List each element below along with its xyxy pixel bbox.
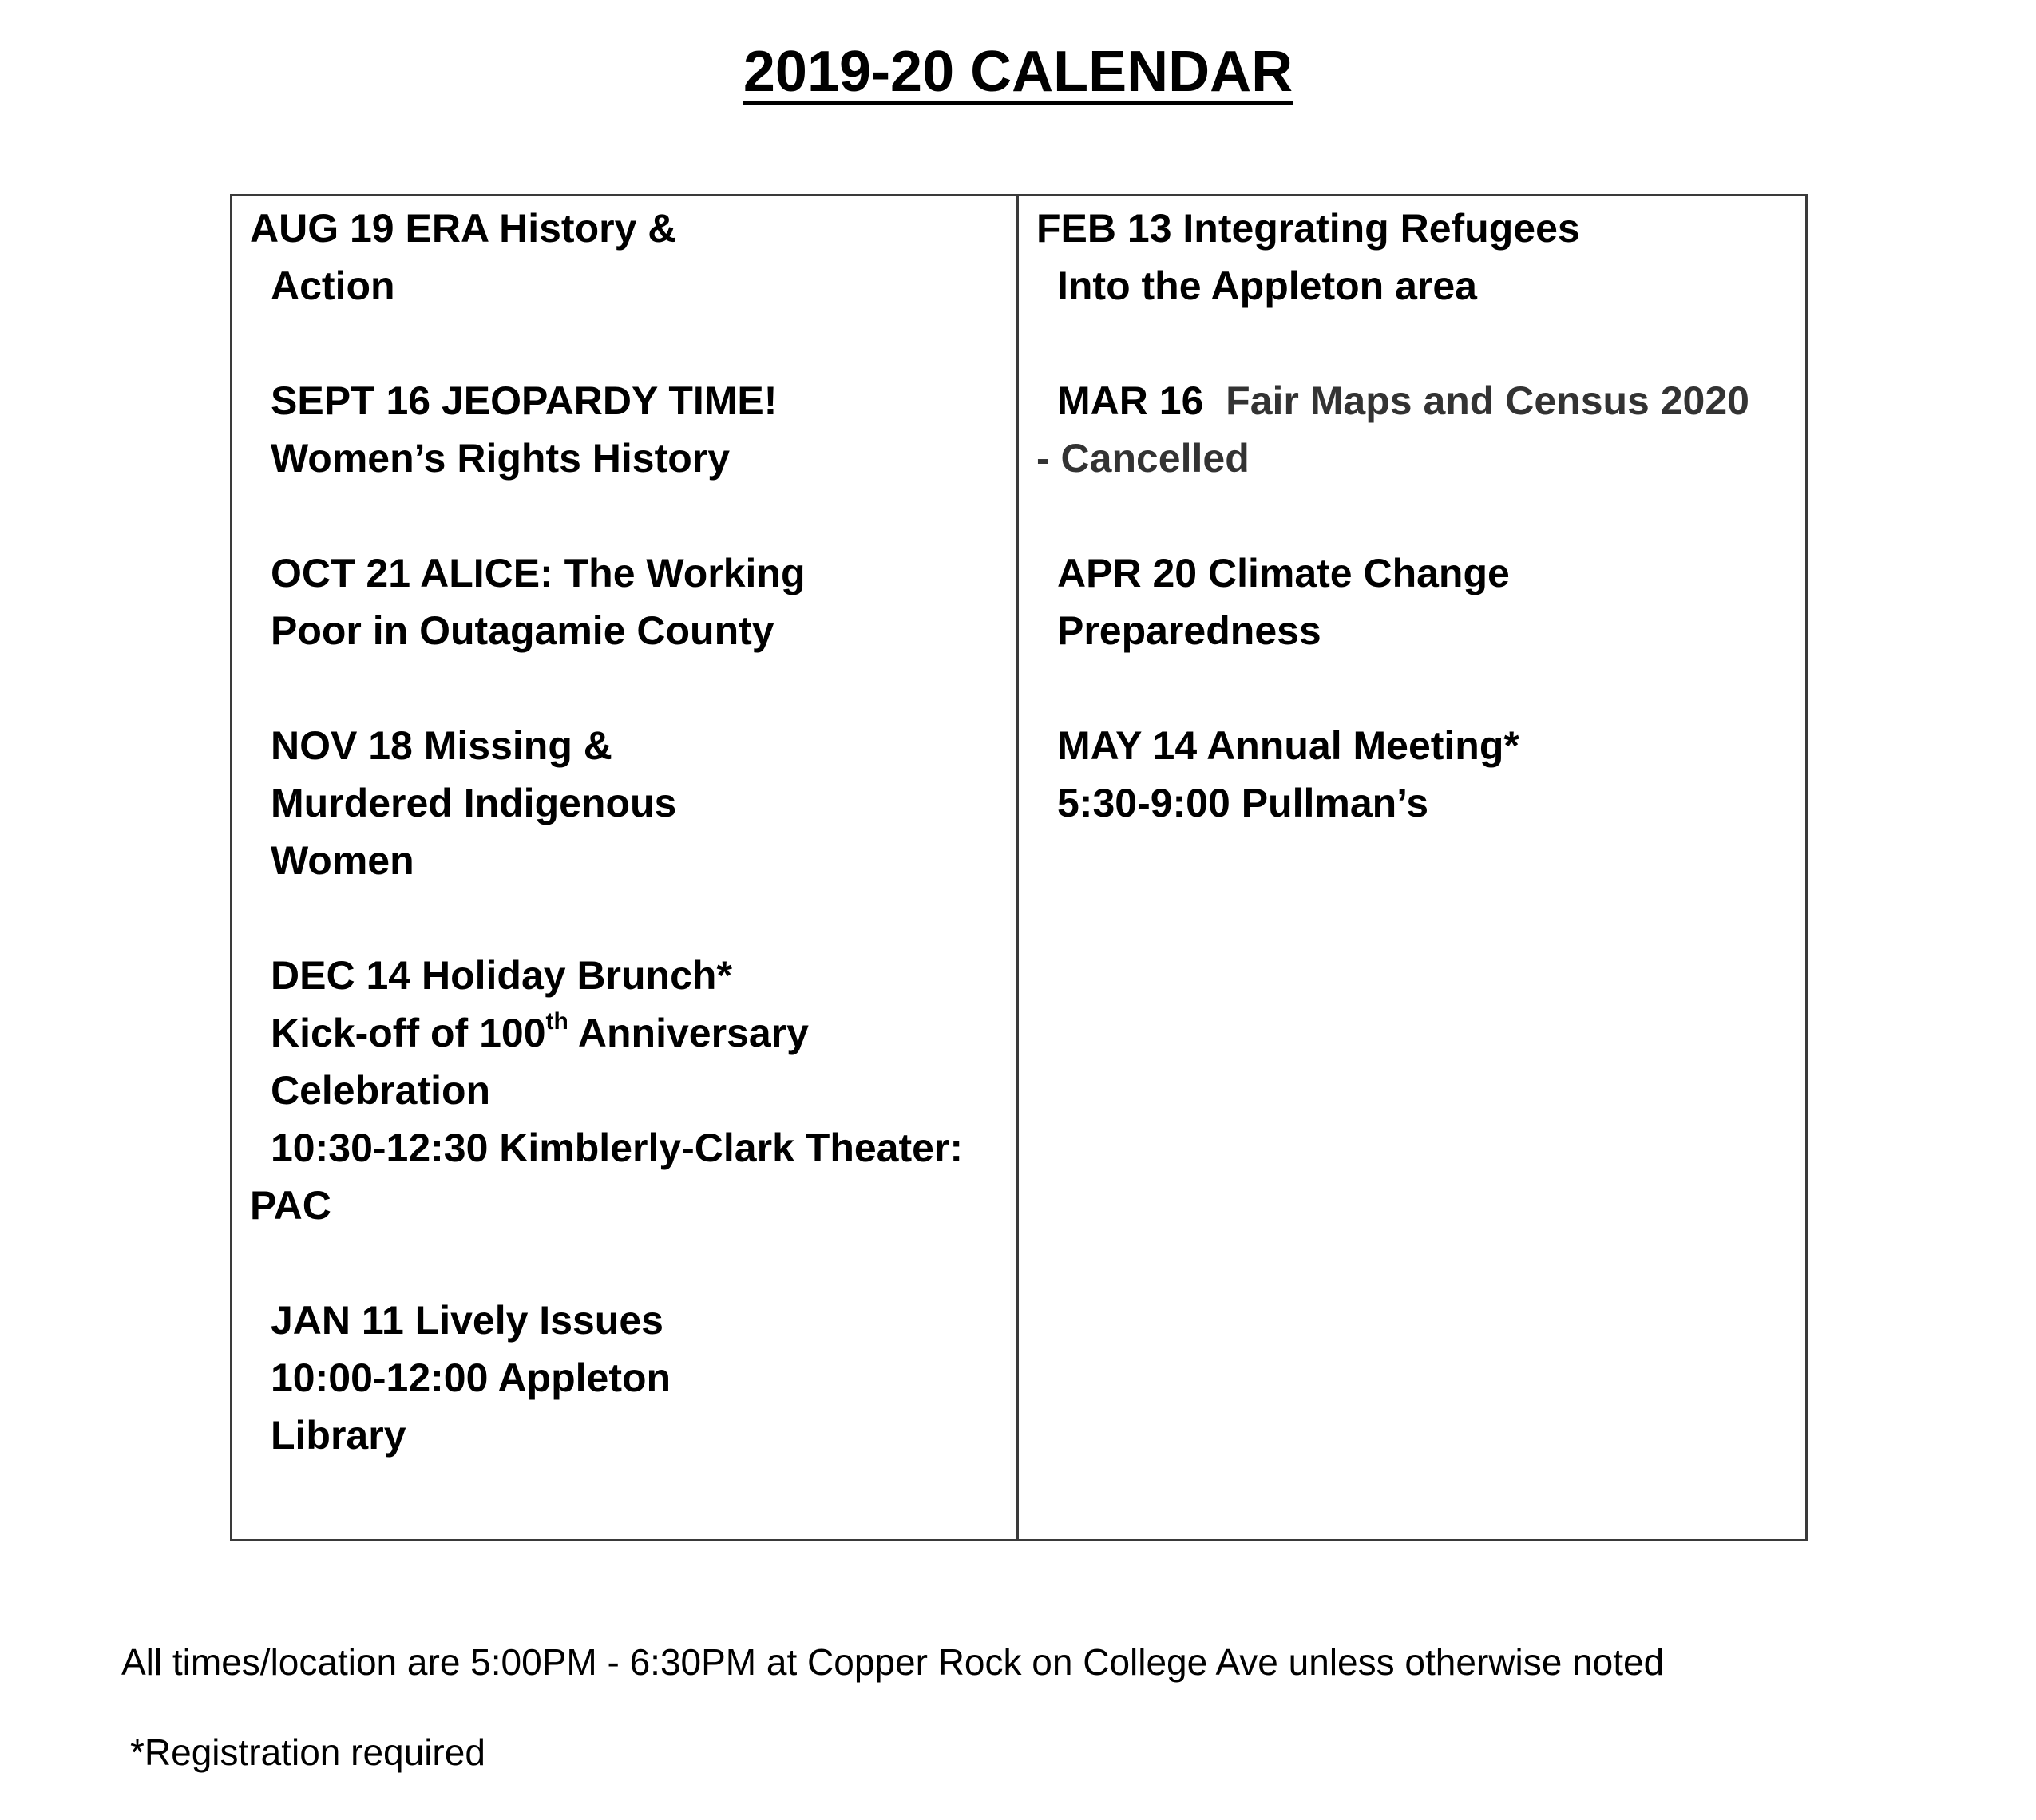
event-line: OCT 21 ALICE: The Working xyxy=(271,551,806,595)
cancelled-note: - Cancelled xyxy=(1036,436,1250,481)
event-line-part: Anniversary xyxy=(568,1011,809,1055)
event-line: Action xyxy=(271,263,395,308)
event-line: Women’s Rights History xyxy=(271,436,731,481)
event-line: AUG 19 ERA History & xyxy=(250,206,677,251)
event-oct-21 xyxy=(250,544,1008,659)
event-line: PAC xyxy=(250,1183,331,1228)
event-line: SEPT 16 JEOPARDY TIME! xyxy=(271,378,778,423)
event-aug-19 xyxy=(250,200,1008,315)
event-line: MAY 14 Annual Meeting* xyxy=(1057,723,1519,768)
registration-note: *Registration required xyxy=(130,1731,485,1773)
calendar-table xyxy=(230,194,1808,1541)
times-location-note: All times/location are 5:00PM - 6:30PM at Copper Rock on College Ave unless otherwise noted xyxy=(121,1641,1665,1683)
page-title: 2019-20 CALENDAR xyxy=(743,40,1293,104)
event-line: Women xyxy=(271,838,414,883)
event-line: 10:00-12:00 Appleton xyxy=(271,1355,671,1400)
event-dec-14 xyxy=(250,947,1008,1234)
event-line: Preparedness xyxy=(1057,608,1321,653)
event-line: 5:30-9:00 Pullman’s xyxy=(1057,781,1429,825)
calendar-column-left xyxy=(232,196,1019,1539)
event-date: MAR 16 xyxy=(1057,378,1204,423)
event-line: Celebration xyxy=(271,1068,491,1113)
event-sept-16 xyxy=(250,372,1008,487)
event-jan-11 xyxy=(250,1292,1008,1464)
event-line-part: Kick-off of 100 xyxy=(271,1011,546,1055)
event-line: DEC 14 Holiday Brunch* xyxy=(271,953,732,998)
event-line: Into the Appleton area xyxy=(1057,263,1477,308)
ordinal-superscript: th xyxy=(545,1008,568,1035)
event-feb-13 xyxy=(1036,200,1797,315)
event-line xyxy=(250,1004,1008,1062)
event-may-14 xyxy=(1036,717,1797,832)
event-mar-16 xyxy=(1036,372,1797,487)
event-line: Murdered Indigenous xyxy=(271,781,677,825)
event-line: FEB 13 Integrating Refugees xyxy=(1036,206,1580,251)
event-line: APR 20 Climate Change xyxy=(1057,551,1510,595)
event-line: 10:30-12:30 Kimblerly-Clark Theater: xyxy=(271,1126,964,1170)
event-line: Library xyxy=(271,1413,406,1458)
calendar-column-right xyxy=(1019,196,1805,1539)
event-line xyxy=(1036,372,1797,429)
event-line: JAN 11 Lively Issues xyxy=(271,1298,663,1343)
event-line: NOV 18 Missing & xyxy=(271,723,612,768)
event-line: Poor in Outagamie County xyxy=(271,608,774,653)
event-apr-20 xyxy=(1036,544,1797,659)
event-title-cancelled: Fair Maps and Census 2020 xyxy=(1203,378,1749,423)
event-nov-18 xyxy=(250,717,1008,889)
